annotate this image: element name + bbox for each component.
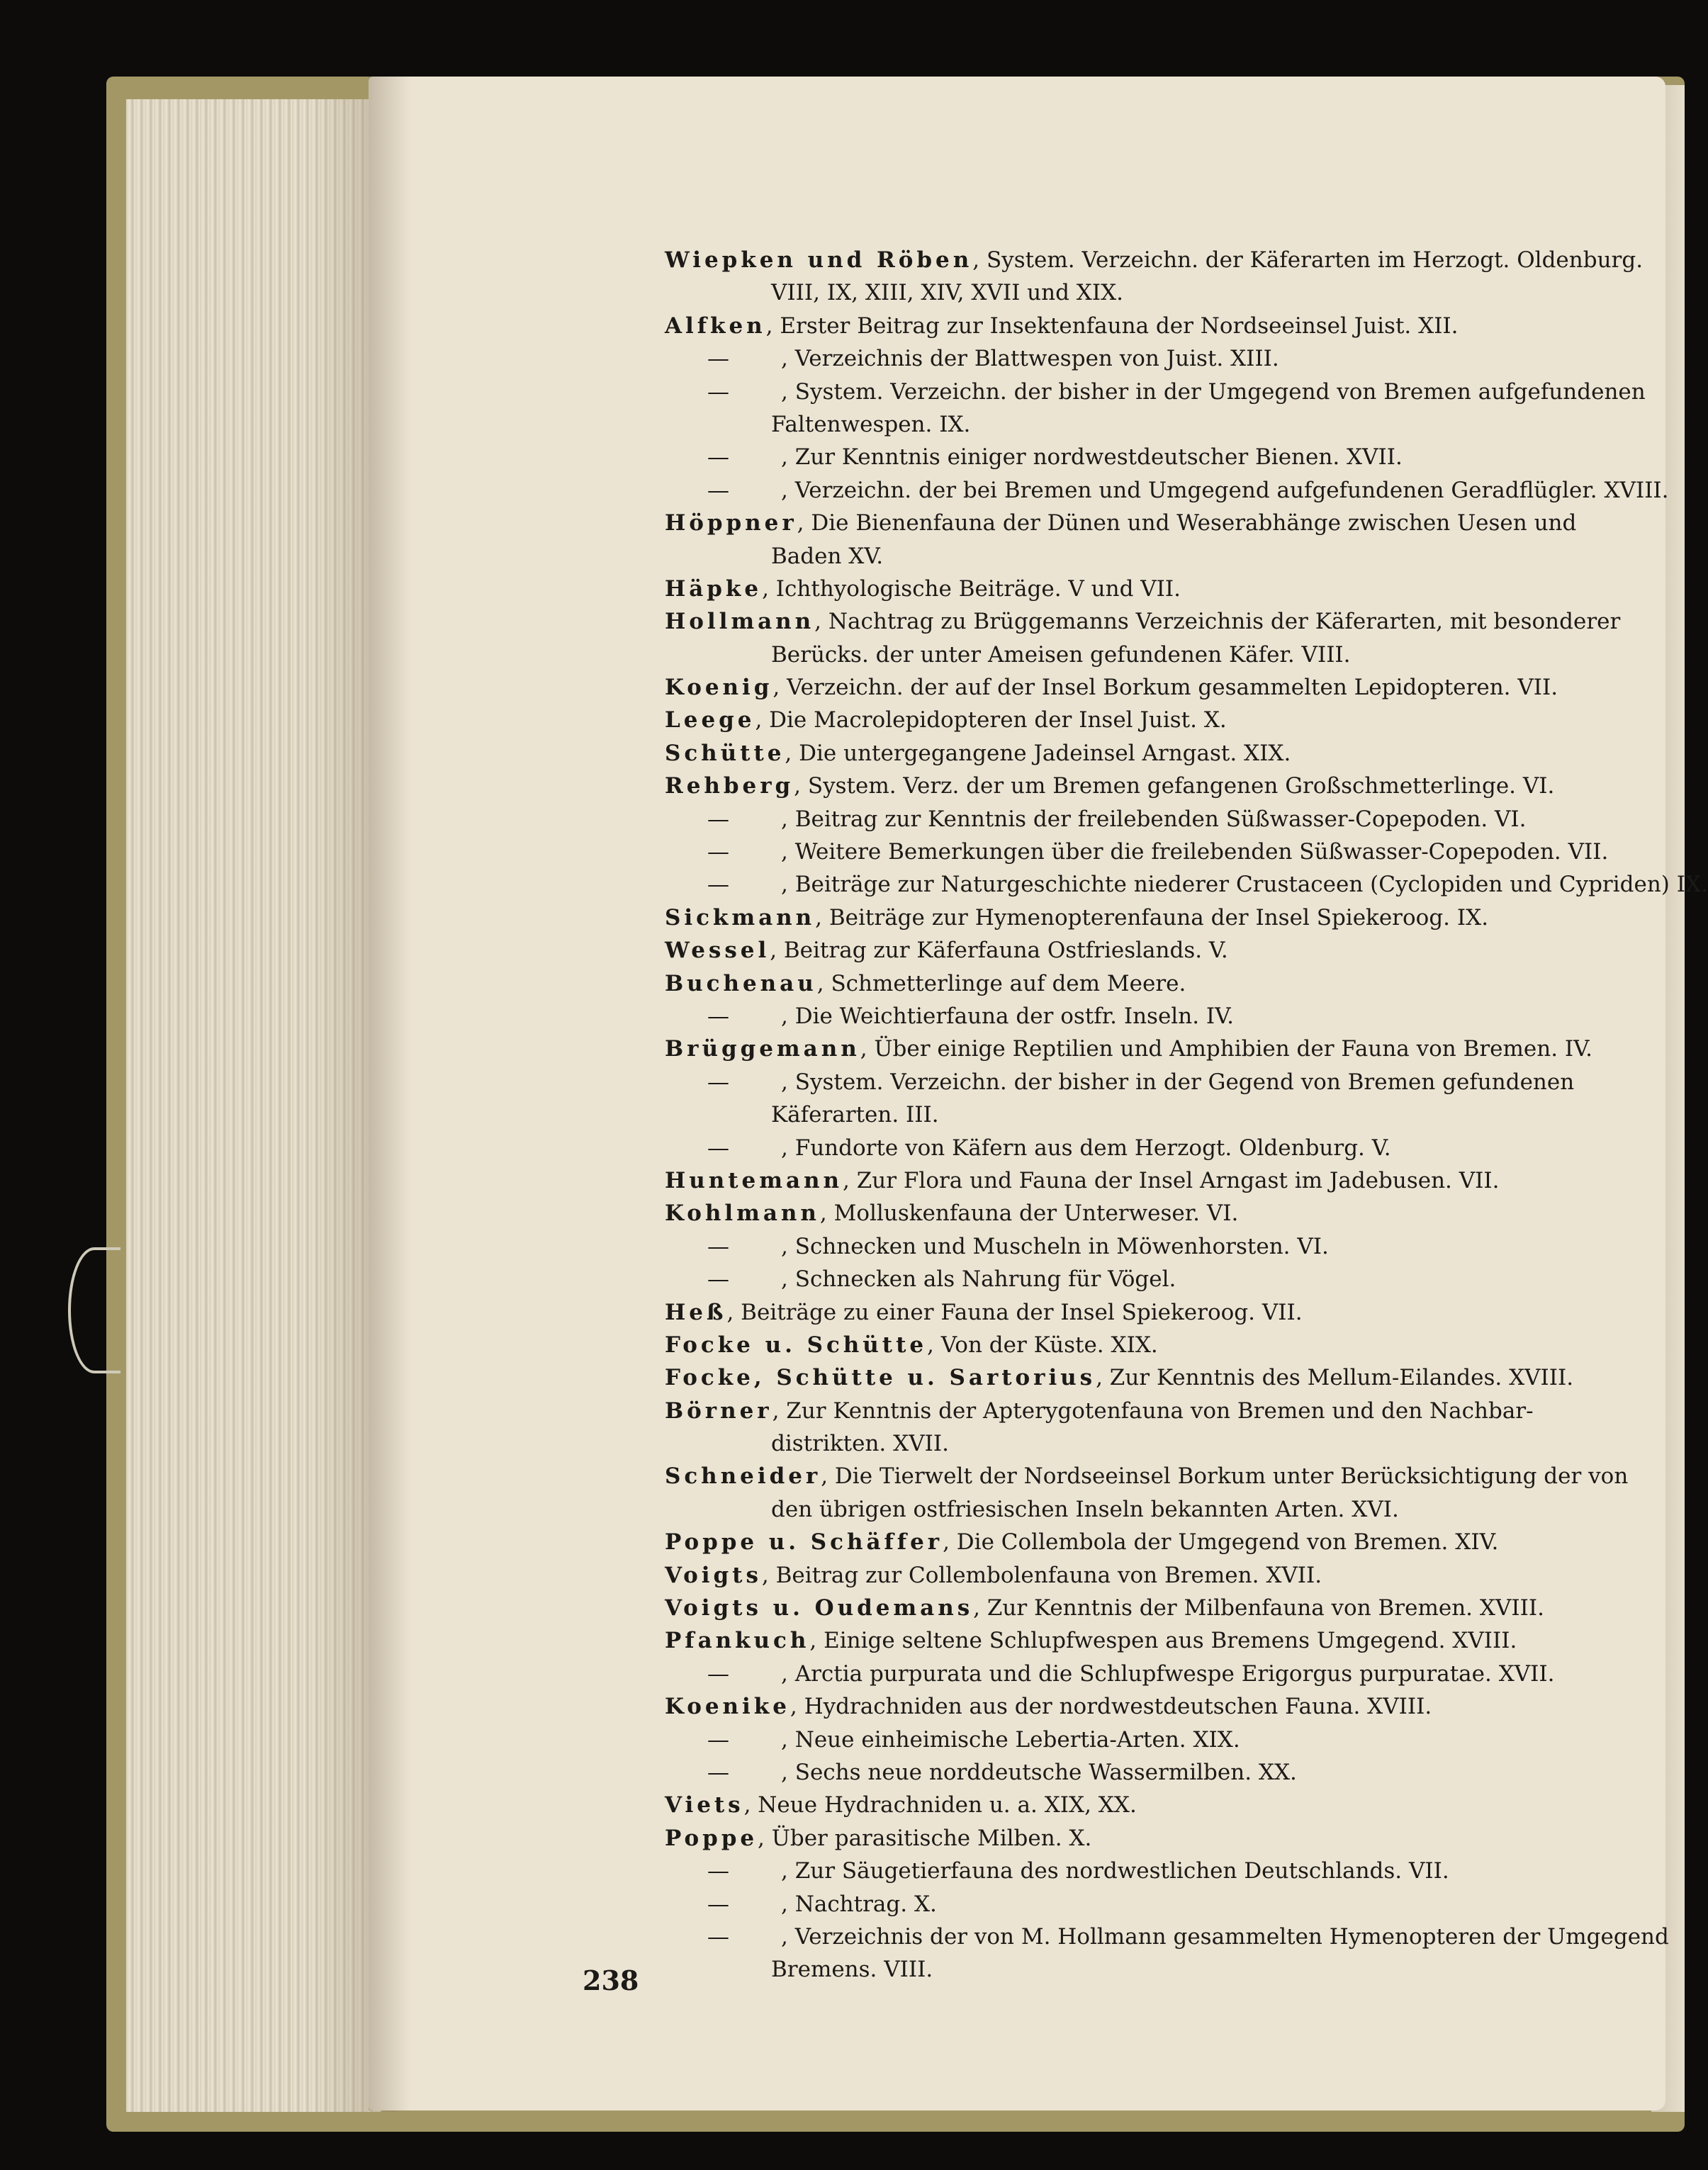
entry-title: , Von der Küste. XIX. (927, 1332, 1158, 1358)
entry-author: Leege (665, 707, 755, 733)
entry-line (665, 737, 1586, 770)
entry-author: Buchenau (665, 970, 817, 996)
entry-line (665, 967, 1586, 1000)
entry-title: , Schnecken als Nahrung für Vögel. (781, 1266, 1176, 1293)
entry-author: Hollmann (665, 609, 815, 635)
entry-author: Alfken (665, 313, 766, 339)
ditto-dash: — (707, 1759, 729, 1785)
entry-author: Poppe (665, 1825, 758, 1851)
ditto-dash: — (707, 1891, 729, 1917)
ditto-dash: — (707, 1726, 729, 1753)
entry-title: , Zur Kenntnis der Apterygotenfauna von Bremen und den Nachbar- (772, 1398, 1534, 1424)
entry-author: Wiepken und Röben (665, 247, 973, 273)
entry-author: Heß (665, 1299, 727, 1325)
entry-author: Schneider (665, 1463, 821, 1490)
entry-line (665, 671, 1586, 704)
entry-line (665, 1789, 1586, 1821)
entry-line (665, 474, 1669, 507)
ditto-dash: — (707, 1266, 729, 1293)
entry-line (665, 704, 1586, 736)
entry-line (665, 1690, 1586, 1723)
entry-author: Focke, Schütte u. Sartorius (665, 1365, 1096, 1391)
entry-title: , Hydrachniden aus der nordwestdeutschen Fauna. XVIII. (790, 1694, 1432, 1720)
entry-line (665, 1361, 1586, 1394)
ditto-dash: — (707, 1660, 729, 1687)
entry-line (665, 1756, 1586, 1789)
entry-title: , Verzeichnis der Blattwespen von Juist. XIII. (781, 346, 1279, 372)
entry-title: , Beitrag zur Kenntnis der freilebenden Süßwasser-Copepoden. VI. (781, 806, 1527, 832)
entry-line (665, 573, 1586, 605)
ditto-dash: — (707, 1858, 729, 1884)
entry-title: , Beiträge zur Hymenopterenfauna der Insel Spiekeroog. IX. (815, 904, 1489, 931)
entry-continuation: distrikten. XVII. (771, 1431, 949, 1457)
entry-line (665, 1033, 1592, 1065)
entry-title: , Neue Hydrachniden u. a. XIX, XX. (743, 1792, 1137, 1818)
entry-title: , Die Macrolepidopteren der Insel Juist. X. (755, 707, 1227, 733)
entry-line (665, 507, 1586, 539)
entry-title: , Die untergegangene Jadeinsel Arngast. XIX. (785, 740, 1291, 766)
gutter-shadow (369, 77, 411, 2110)
entry-title: , Die Bienenfauna der Dünen und Weserabhänge zwischen Uesen und (797, 510, 1577, 536)
entry-line (665, 1132, 1586, 1164)
entry-title: , Über einige Reptilien und Amphibien der Fauna von Bremen. IV. (860, 1036, 1592, 1062)
entry-line (665, 1888, 1586, 1921)
entry-title: , Schmetterlinge auf dem Meere. (816, 970, 1186, 996)
entry-title: , Arctia purpurata und die Schlupfwespe Erigorgus purpuratae. XVII. (781, 1660, 1555, 1687)
entry-line (665, 836, 1609, 868)
ditto-dash: — (707, 477, 729, 503)
entry-title: , Beitrag zur Collembolenfauna von Bremen. XVII. (761, 1562, 1322, 1588)
ditto-dash: — (707, 1069, 729, 1095)
entry-author: Voigts u. Oudemans (665, 1595, 974, 1621)
entry-author: Pfankuch (665, 1628, 810, 1654)
entry-title: , System. Verzeichn. der bisher in der Umgegend von Bremen aufgefundenen (781, 378, 1646, 405)
entry-continuation: Bremens. VIII. (771, 1957, 933, 1983)
entry-title: , System. Verzeichn. der bisher in der Gegend von Bremen gefundenen (781, 1069, 1575, 1095)
entry-title: , System. Verzeichn. der Käferarten im Herzogt. Oldenburg. (972, 247, 1644, 273)
entry-title: , Über parasitische Milben. X. (758, 1825, 1092, 1851)
entry-author: Brüggemann (665, 1036, 860, 1062)
entry-author: Höppner (665, 510, 797, 536)
entry-author: Börner (665, 1398, 772, 1424)
entry-title: , Einige seltene Schlupfwespen aus Bremens Umgegend. XVIII. (809, 1628, 1517, 1654)
entry-title: , Die Collembola der Umgegend von Bremen. XIV. (943, 1529, 1499, 1556)
entry-title: , Beitrag zur Käferfauna Ostfrieslands. V. (770, 938, 1228, 964)
entry-author: Sickmann (665, 904, 816, 931)
entry-title: , Nachtrag zu Brüggemanns Verzeichnis der Käferarten, mit besonderer (814, 609, 1621, 635)
ditto-dash: — (707, 839, 729, 865)
ditto-dash: — (707, 346, 729, 372)
entry-author: Rehberg (665, 773, 794, 799)
entry-line (665, 1822, 1586, 1855)
entry-line (665, 901, 1586, 934)
entry-author: Wessel (665, 938, 770, 964)
entry-title: , Zur Säugetierfauna des nordwestlichen Deutschlands. VII. (781, 1858, 1449, 1884)
entry-line (665, 1164, 1586, 1197)
entry-title: , Ichthyologische Beiträge. V und VII. (762, 575, 1181, 602)
binding-thread (68, 1247, 120, 1373)
entry-line (665, 868, 1708, 901)
ditto-dash: — (707, 378, 729, 405)
entry-line (665, 1658, 1586, 1690)
entry-line (665, 1921, 1669, 1953)
entry-title: , Beiträge zu einer Fauna der Insel Spiekeroog. VII. (726, 1299, 1303, 1325)
entry-title: , Die Tierwelt der Nordseeinsel Borkum unter Berücksichtigung der von (821, 1463, 1629, 1490)
entry-line (665, 1000, 1586, 1033)
entry-continuation: Berücks. der unter Ameisen gefundenen Käfer. VIII. (771, 641, 1351, 668)
entry-title: , Molluskenfauna der Unterweser. VI. (819, 1201, 1239, 1227)
entry-line (665, 1526, 1586, 1558)
ditto-dash: — (707, 806, 729, 832)
entry-line (665, 441, 1586, 473)
entry-line (665, 605, 1621, 638)
entry-line (665, 342, 1586, 375)
entry-author: Häpke (665, 575, 763, 602)
entry-title: , Die Weichtierfauna der ostfr. Inseln. IV. (781, 1003, 1234, 1029)
entry-line (665, 1624, 1586, 1657)
ditto-dash: — (707, 872, 729, 898)
entry-title: , Beiträge zur Naturgeschichte niederer Crustaceen (Cyclopiden und Cypriden) IX. (781, 872, 1708, 898)
entry-title: , Nachtrag. X. (781, 1891, 937, 1917)
entry-line (665, 1066, 1586, 1098)
ditto-dash: — (707, 444, 729, 471)
entry-author: Poppe u. Schäffer (665, 1529, 943, 1556)
ditto-dash: — (707, 1135, 729, 1161)
entry-line (665, 244, 1644, 276)
entry-title: , Zur Kenntnis einiger nordwestdeutscher Bienen. XVII. (781, 444, 1403, 471)
entry-continuation: Baden XV. (771, 543, 884, 569)
entry-line (665, 934, 1586, 967)
entry-author: Koenike (665, 1694, 790, 1720)
entry-author: Viets (665, 1792, 744, 1818)
entry-author: Schütte (665, 740, 785, 766)
entry-line (665, 770, 1586, 802)
entry-line (665, 803, 1586, 836)
entry-title: , Fundorte von Käfern aus dem Herzogt. Oldenburg. V. (781, 1135, 1391, 1161)
entry-line (665, 1559, 1586, 1592)
entry-author: Voigts (665, 1562, 762, 1588)
entry-author: Huntemann (665, 1167, 843, 1193)
entry-title: , Sechs neue norddeutsche Wassermilben. XX. (781, 1759, 1297, 1785)
entry-title: , Weitere Bemerkungen über die freilebenden Süßwasser-Copepoden. VII. (781, 839, 1609, 865)
entry-continuation: Faltenwespen. IX. (771, 411, 971, 437)
ditto-dash: — (707, 1003, 729, 1029)
entry-line (665, 1197, 1586, 1230)
entry-title: , Erster Beitrag zur Insektenfauna der Nordseeinsel Juist. XII. (765, 313, 1459, 339)
ditto-dash: — (707, 1233, 729, 1259)
entry-line (665, 1855, 1586, 1887)
entry-title: , Zur Kenntnis der Milbenfauna von Bremen. XVIII. (973, 1595, 1544, 1621)
entry-continuation: den übrigen ostfriesischen Inseln bekannten Arten. XVI. (771, 1496, 1399, 1522)
entry-author: Koenig (665, 675, 773, 701)
entry-line (665, 1230, 1586, 1263)
entry-line (665, 1395, 1586, 1427)
entry-line (665, 1263, 1586, 1295)
entry-title: , System. Verz. der um Bremen gefangenen Großschmetterlinge. VI. (794, 773, 1555, 799)
entry-author: Focke u. Schütte (665, 1332, 928, 1358)
entry-title: , Verzeichnis der von M. Hollmann gesammelten Hymenopteren der Umgegend (781, 1923, 1669, 1950)
entry-title: , Verzeichn. der bei Bremen und Umgegend aufgefundenen Geradflügler. XVIII. (781, 477, 1669, 503)
entry-line (665, 310, 1586, 342)
entry-line (665, 1296, 1586, 1329)
entry-line (665, 1724, 1586, 1756)
entry-title: , Verzeichn. der auf der Insel Borkum gesammelten Lepidopteren. VII. (772, 675, 1558, 701)
page-number: 238 (583, 1964, 639, 1996)
entry-line (665, 1329, 1586, 1361)
entry-title: , Neue einheimische Lebertia-Arten. XIX. (781, 1726, 1240, 1753)
entry-line (665, 1592, 1586, 1624)
entry-title: , Zur Flora und Fauna der Insel Arngast im Jadebusen. VII. (843, 1167, 1500, 1193)
bibliography-list (665, 244, 1708, 1986)
entry-line (665, 1460, 1629, 1492)
ditto-dash: — (707, 1923, 729, 1950)
entry-author: Kohlmann (665, 1201, 820, 1227)
entry-continuation: Käferarten. III. (771, 1102, 939, 1128)
entry-line (665, 376, 1646, 408)
entry-title: , Schnecken und Muscheln in Möwenhorsten. VI. (781, 1233, 1329, 1259)
entry-continuation: VIII, IX, XIII, XIV, XVII und XIX. (771, 280, 1124, 306)
entry-title: , Zur Kenntnis des Mellum-Eilandes. XVIII. (1096, 1365, 1574, 1391)
